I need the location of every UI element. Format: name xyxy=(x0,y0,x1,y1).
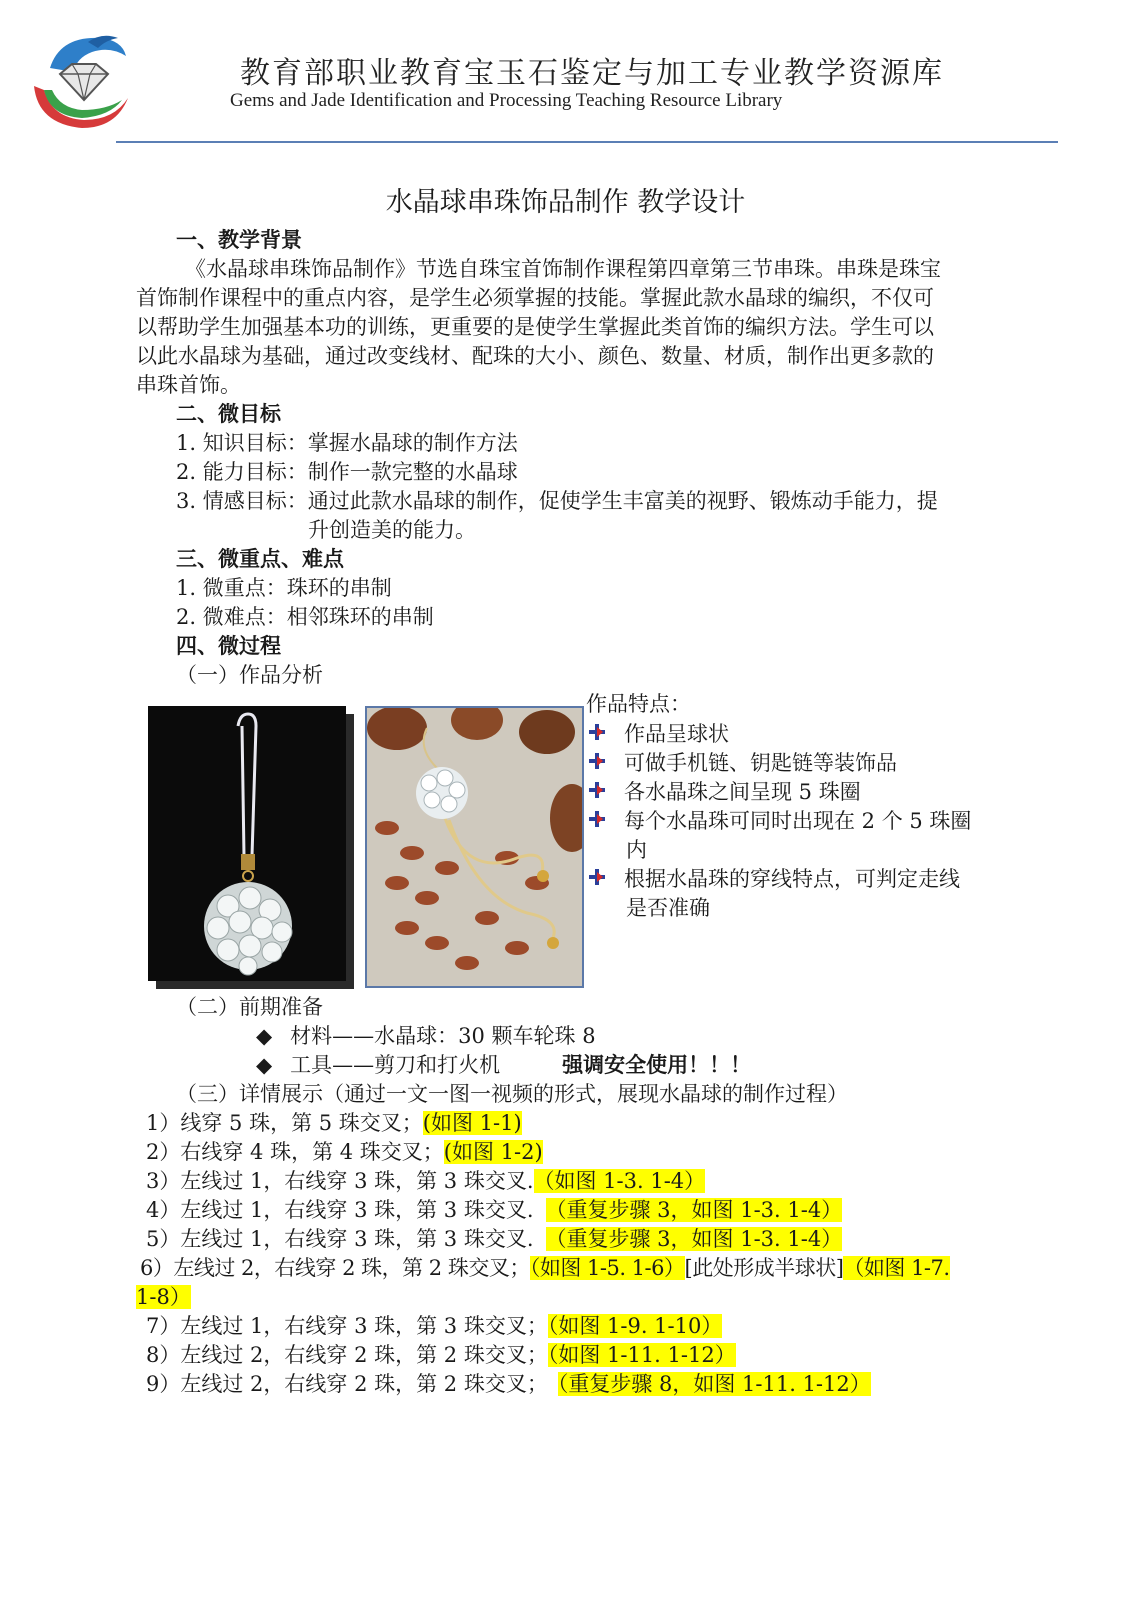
safety-emphasis: 强调安全使用！！！ xyxy=(562,1052,752,1077)
step-line-1 xyxy=(146,1109,522,1137)
diamond-icon: ◆ xyxy=(256,1024,273,1048)
figure-reference: (如图 1-1) xyxy=(422,1111,522,1135)
figure-reference: （如图 1-11. 1-12） xyxy=(547,1343,736,1367)
figure-reference: （重复步骤 3，如图 1-3. 1-4） xyxy=(545,1227,843,1251)
feature-text: 作品呈球状 xyxy=(624,722,729,746)
step-line-8 xyxy=(146,1341,736,1369)
objective-item: 3. 情感目标：通过此款水晶球的制作，促使学生丰富美的视野、锻炼动手能力，提 xyxy=(176,489,938,513)
step-text: 3）左线过 1，右线穿 3 珠，第 3 珠交叉. xyxy=(146,1169,534,1193)
step-text: 1）线穿 5 珠，第 5 珠交叉； xyxy=(146,1111,423,1135)
feature-item xyxy=(588,749,897,777)
feature-item xyxy=(588,778,861,806)
paragraph-line: 以此水晶球为基础，通过改变线材、配珠的大小、颜色、数量、材质，制作出更多款的 xyxy=(136,344,934,368)
section-heading-process: 四、微过程 xyxy=(176,633,281,658)
figure-reference: （重复步骤 3，如图 1-3. 1-4） xyxy=(545,1198,843,1222)
paragraph-line: 首饰制作课程中的重点内容，是学生必须掌握的技能。掌握此款水晶球的编织，不仅可 xyxy=(136,286,934,310)
feature-text: 各水晶珠之间呈现 5 珠圈 xyxy=(624,780,861,804)
document-title: 水晶球串珠饰品制作 教学设计 xyxy=(385,187,746,218)
section-heading-background: 一、教学背景 xyxy=(176,227,302,252)
prep-text: 工具——剪刀和打火机 xyxy=(290,1053,501,1077)
crystal-ball-photo-beads xyxy=(365,706,584,988)
figure-reference: 1-8） xyxy=(136,1285,191,1309)
step-text: 7）左线过 1，右线穿 3 珠，第 3 珠交叉； xyxy=(146,1314,548,1338)
feature-text-continued: 是否准确 xyxy=(626,896,710,920)
arrow-bullet-icon xyxy=(588,749,614,777)
step-text: 8）左线过 2，右线穿 2 珠，第 2 珠交叉； xyxy=(146,1343,548,1367)
features-title: 作品特点： xyxy=(586,692,691,716)
prep-item xyxy=(256,1051,751,1079)
keypoint-item: 2. 微难点：相邻珠环的串制 xyxy=(176,605,434,629)
figure-reference: (如图 1-2) xyxy=(443,1140,543,1164)
step-text: 2）右线穿 4 珠，第 4 珠交叉； xyxy=(146,1140,444,1164)
figure-reference: （如图 1-9. 1-10） xyxy=(547,1314,723,1338)
step-line-6 xyxy=(140,1254,950,1282)
feature-item xyxy=(588,807,971,835)
paragraph-line: 串珠首饰。 xyxy=(136,373,241,397)
feature-item xyxy=(588,720,729,748)
objective-item: 1. 知识目标：掌握水晶球的制作方法 xyxy=(176,431,518,455)
figure-reference: （如图 1-7. xyxy=(843,1256,950,1280)
objective-item: 2. 能力目标：制作一款完整的水晶球 xyxy=(176,460,518,484)
crystal-ball-photo-black xyxy=(148,706,346,981)
step-line-9 xyxy=(146,1370,871,1398)
prep-text: 材料——水晶球：30 颗车轮珠 8 xyxy=(290,1024,596,1048)
step-note: [此处形成半球状] xyxy=(684,1256,844,1280)
feature-text: 可做手机链、钥匙链等装饰品 xyxy=(624,751,897,775)
feature-text-continued: 内 xyxy=(626,838,647,862)
subsection-heading-analysis: （一）作品分析 xyxy=(176,663,323,687)
objective-item-continued: 升创造美的能力。 xyxy=(308,518,476,542)
subsection-heading-preparation: （二）前期准备 xyxy=(176,995,323,1019)
step-text: 5）左线过 1，右线穿 3 珠，第 3 珠交叉. xyxy=(146,1227,534,1251)
step-line-2 xyxy=(146,1138,543,1166)
feature-text: 每个水晶珠可同时出现在 2 个 5 珠圈 xyxy=(624,809,972,833)
diamond-icon: ◆ xyxy=(256,1053,273,1077)
step-line-5 xyxy=(146,1225,842,1253)
library-logo xyxy=(30,28,134,132)
keypoint-item: 1. 微重点：珠环的串制 xyxy=(176,576,392,600)
paragraph-line: 《水晶球串珠饰品制作》节选自珠宝首饰制作课程第四章第三节串珠。串珠是珠宝 xyxy=(185,257,941,281)
section-heading-keypoints: 三、微重点、难点 xyxy=(176,546,344,571)
step-line-4 xyxy=(146,1196,842,1224)
feature-item xyxy=(588,865,960,893)
header-divider xyxy=(116,141,1058,143)
arrow-bullet-icon xyxy=(588,807,614,835)
header-title-cn: 教育部职业教育宝玉石鉴定与加工专业教学资源库 xyxy=(240,56,944,91)
subsection-heading-details: （三）详情展示（通过一文一图一视频的形式，展现水晶球的制作过程） xyxy=(176,1082,848,1106)
step-text: 4）左线过 1，右线穿 3 珠，第 3 珠交叉. xyxy=(146,1198,534,1222)
figure-reference: （如图 1-3. 1-4） xyxy=(533,1169,706,1193)
section-heading-objectives: 二、微目标 xyxy=(176,401,281,426)
step-line-7 xyxy=(146,1312,722,1340)
feature-text: 根据水晶珠的穿线特点，可判定走线 xyxy=(624,867,960,891)
arrow-bullet-icon xyxy=(588,778,614,806)
arrow-bullet-icon xyxy=(588,720,614,748)
figure-reference: （如图 1-5. 1-6） xyxy=(529,1256,685,1280)
figure-reference: （重复步骤 8，如图 1-11. 1-12） xyxy=(557,1372,871,1396)
header-title-en: Gems and Jade Identification and Processing Teaching Resource Library xyxy=(230,90,783,111)
paragraph-line: 以帮助学生加强基本功的训练，更重要的是使学生掌握此类首饰的编织方法。学生可以 xyxy=(136,315,934,339)
step-line-6-continued xyxy=(136,1283,191,1311)
arrow-bullet-icon xyxy=(588,865,614,893)
prep-item xyxy=(256,1022,596,1050)
step-line-3 xyxy=(146,1167,705,1195)
step-text: 9）左线过 2，右线穿 2 珠，第 2 珠交叉； xyxy=(146,1372,548,1396)
step-text: 6）左线过 2，右线穿 2 珠，第 2 珠交叉； xyxy=(140,1256,530,1280)
